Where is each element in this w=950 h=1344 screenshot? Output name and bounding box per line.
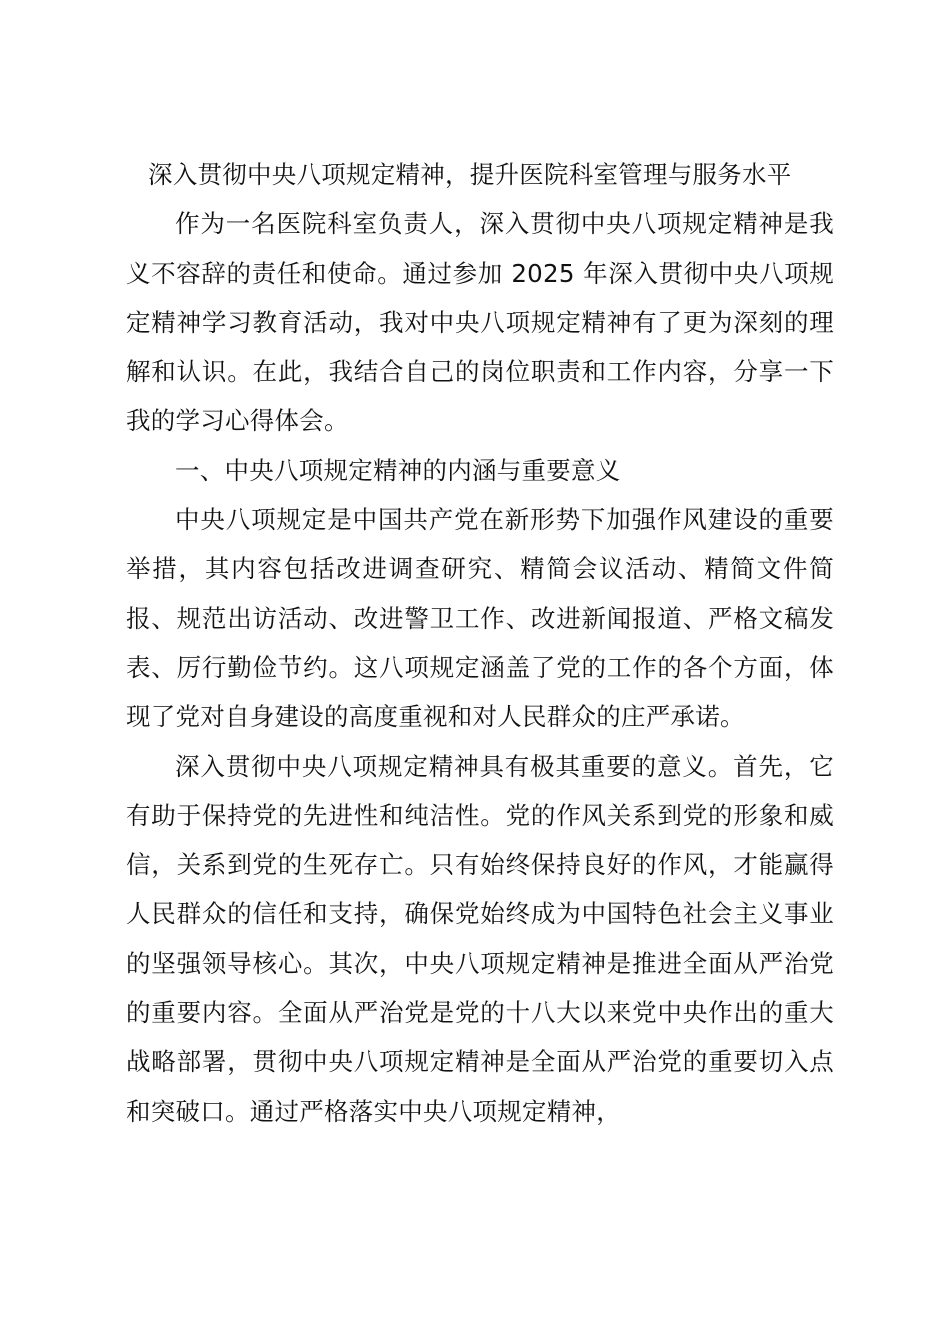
document-title: 深入贯彻中央八项规定精神，提升医院科室管理与服务水平 — [148, 160, 792, 189]
section-heading: 一、中央八项规定精神的内涵与重要意义 — [175, 455, 621, 485]
body-paragraph: 深入贯彻中央八项规定精神具有极其重要的意义。首先，它有助于保持党的先进性和纯洁性。党的作风关系到党的形象和威信，关系到党的生死存亡。只有始终保持良好的作风，才能赢得人民群众的信任和支持，确保党始终成为中国特色社会主义事业的坚强领导核心。其次，中央八项规定精神是推进全面从严治党的重要内容。全面从严治党是党的十八大以来党中央作出的重大战略部署，贯彻中央八项规定精神是全面从严治党的重要切入点和突破口。通过严格落实中央八项规定精神， — [126, 751, 834, 1126]
body-paragraph: 中央八项规定是中国共产党在新形势下加强作风建设的重要举措，其内容包括改进调查研究、精简会议活动、精简文件简报、规范出访活动、改进警卫工作、改进新闻报道、严格文稿发表、厉行勤俭节约。这八项规定涵盖了党的工作的各个方面，体现了党对自身建设的高度重视和对人民群众的庄严承诺。 — [126, 505, 834, 732]
document-body — [126, 150, 834, 1136]
intro-paragraph: 作为一名医院科室负责人，深入贯彻中央八项规定精神是我义不容辞的责任和使命。通过参加 2025 年深入贯彻中央八项规定精神学习教育活动，我对中央八项规定精神有了更为深刻的理解和认识。在此，我结合自己的岗位职责和工作内容，分享一下我的学习心得体会。 — [126, 209, 834, 436]
